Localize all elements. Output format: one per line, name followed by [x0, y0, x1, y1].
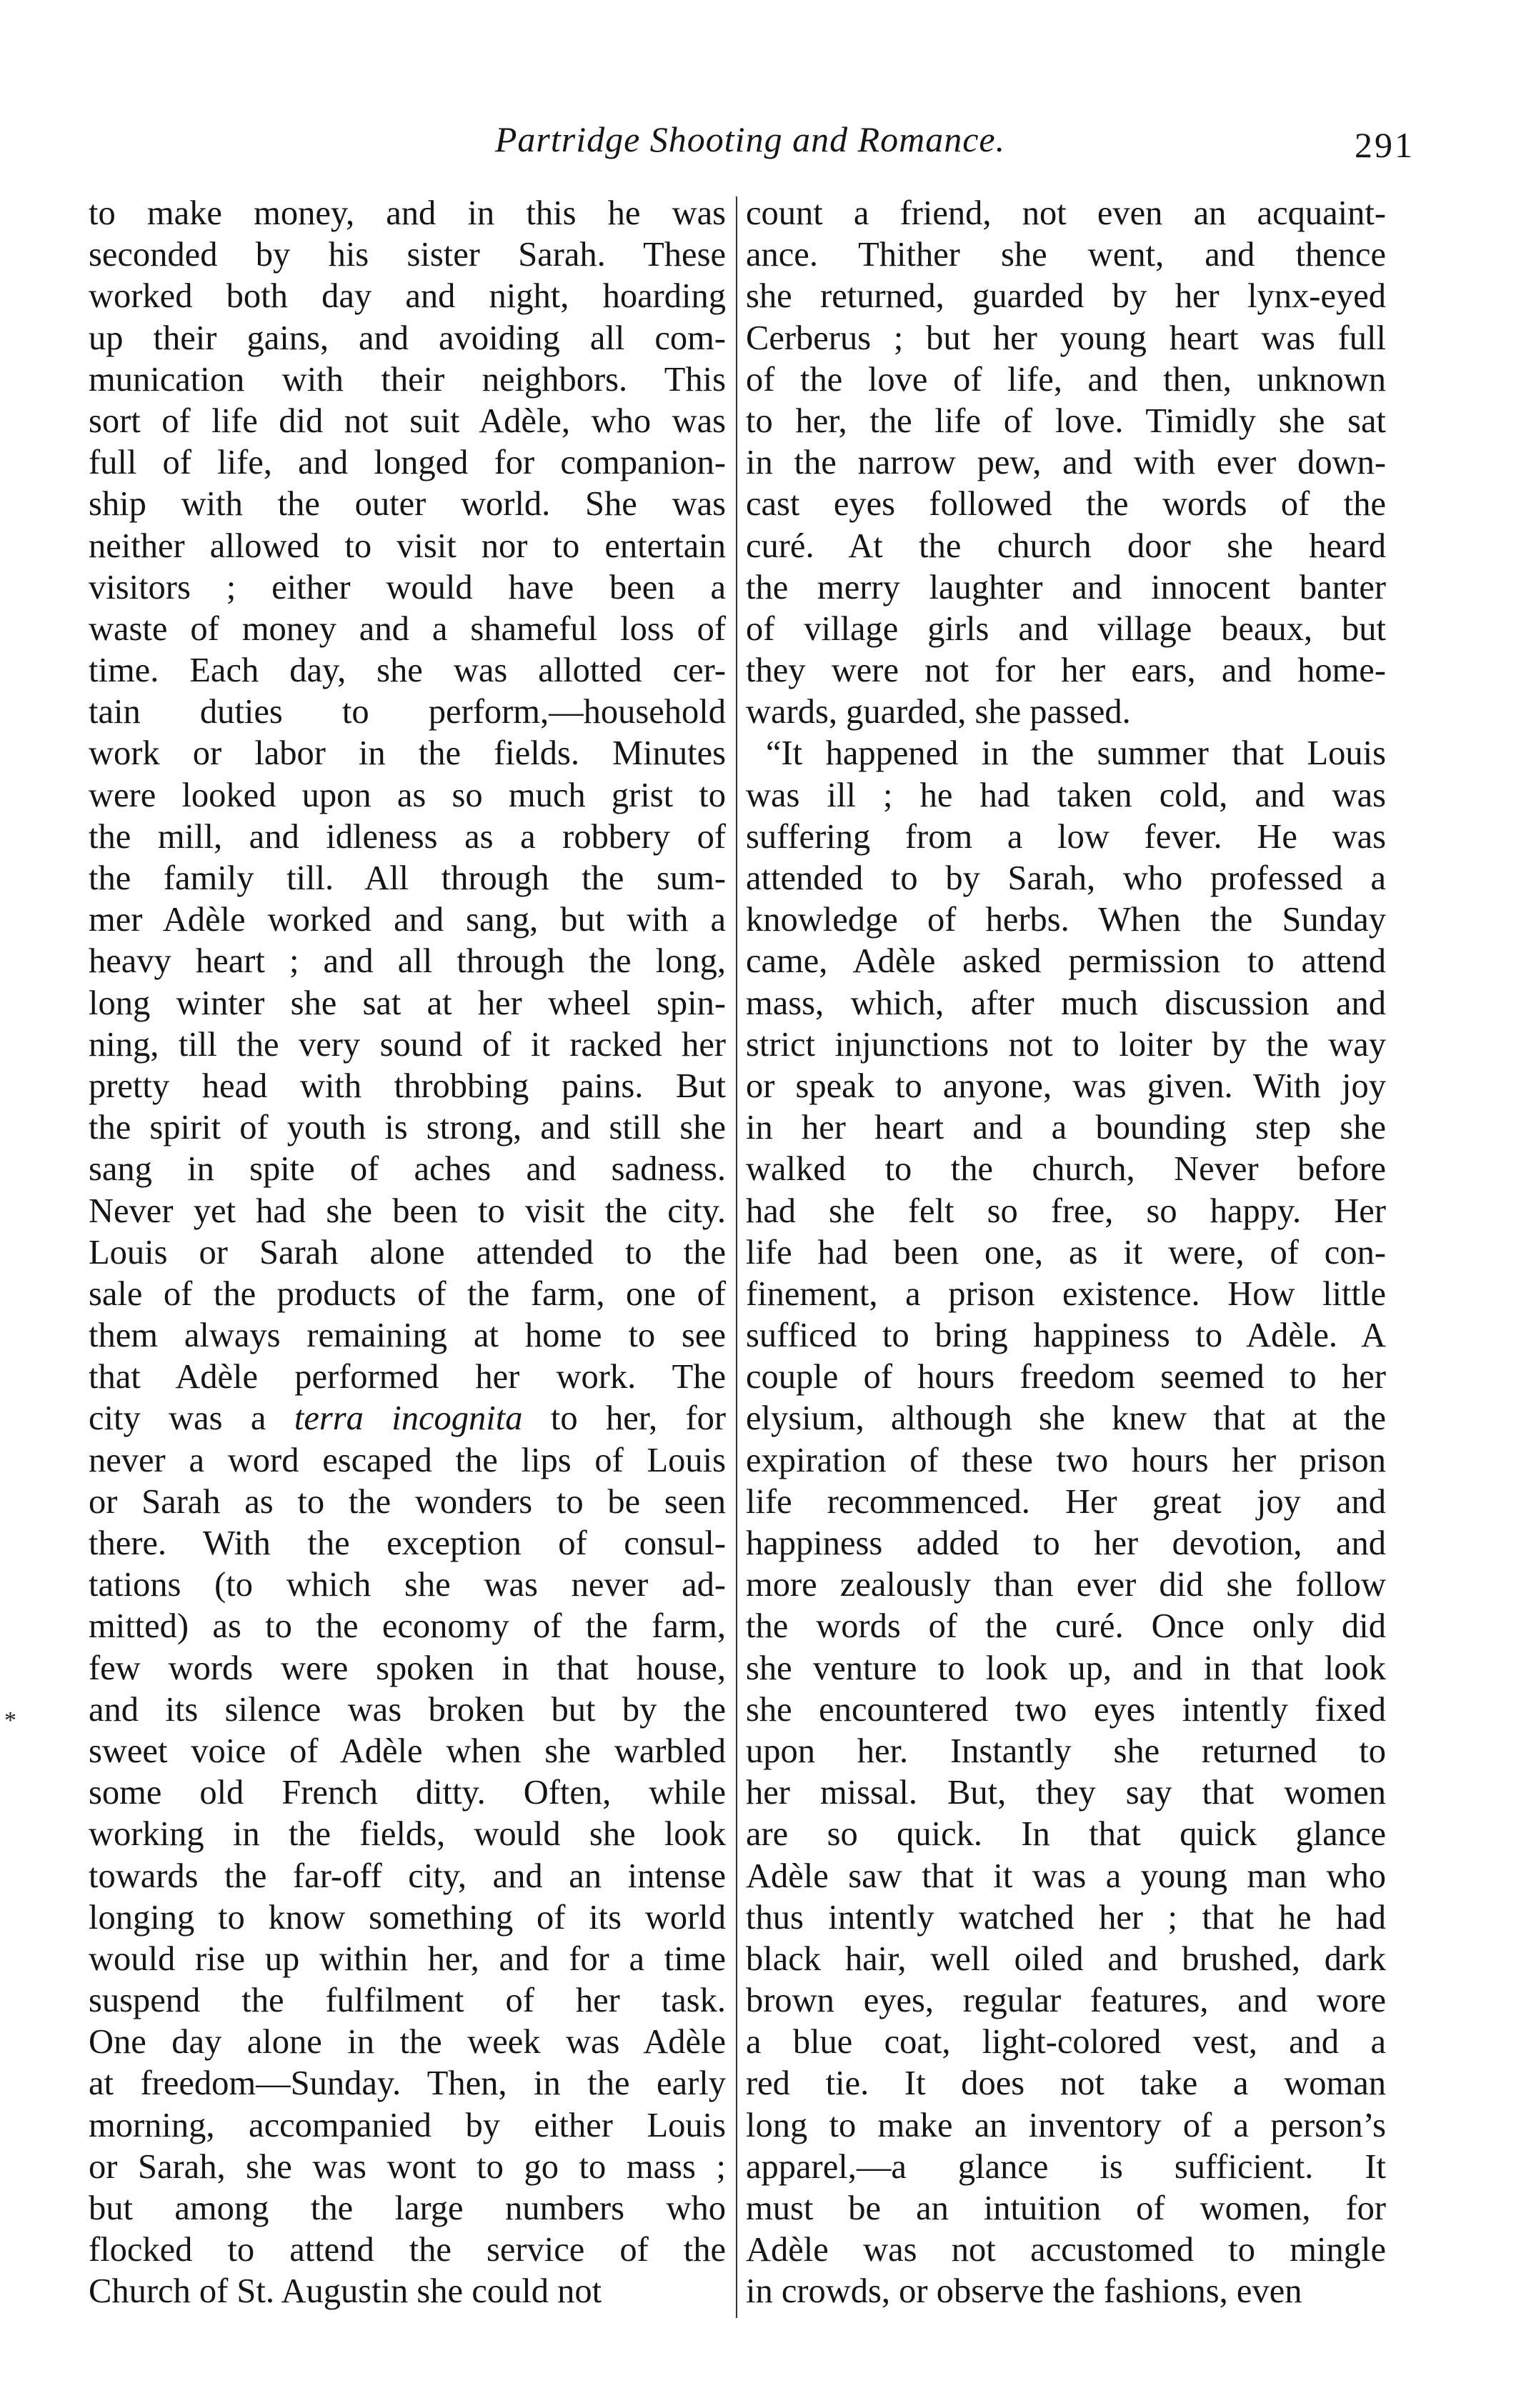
text-line: upon her. Instantly she returned to — [746, 1732, 1386, 1770]
text-line: waste of money and a shameful loss of — [89, 609, 726, 648]
text-line: the spirit of youth is strong, and still she — [89, 1109, 726, 1147]
text-line: the words of the curé. Once only did — [746, 1607, 1386, 1646]
text-line: Church of St. Augustin she could not — [89, 2272, 602, 2311]
text-line: strict injunctions not to loiter by the way — [746, 1025, 1386, 1064]
text-line: to her, the life of love. Timidly she sat — [746, 401, 1386, 440]
running-title: Partridge Shooting and Romance. — [494, 119, 1006, 159]
text-line: mitted) as to the economy of the farm, — [89, 1607, 726, 1646]
text-line: tain duties to perform,—household — [89, 693, 726, 731]
column-divider — [736, 196, 737, 2318]
text-line: to make money, and in this he was — [89, 194, 726, 232]
text-line: a blue coat, light-colored vest, and a — [746, 2023, 1386, 2062]
text-line: of the love of life, and then, unknown — [746, 360, 1386, 399]
text-line: couple of hours freedom seemed to her — [746, 1358, 1386, 1397]
text-line: them always remaining at home to see — [89, 1317, 726, 1355]
text-line: visitors ; either would have been a — [89, 568, 726, 606]
text-line: expiration of these two hours her prison — [746, 1441, 1386, 1479]
text-line: curé. At the church door she heard — [746, 526, 1386, 565]
running-head — [86, 118, 1415, 175]
text-line: neither allowed to visit nor to entertain — [89, 526, 726, 565]
text-line: time. Each day, she was allotted cer- — [89, 651, 726, 690]
text-line: working in the fields, would she look — [89, 1815, 726, 1854]
text-line: elysium, although she knew that at the — [746, 1399, 1386, 1438]
text-line: mer Adèle worked and sang, but with a — [89, 901, 726, 939]
text-line: mass, which, after much discussion and — [746, 984, 1386, 1022]
text-line: black hair, well oiled and brushed, dark — [746, 1939, 1386, 1978]
text-line: in her heart and a bounding step she — [746, 1109, 1386, 1147]
text-line: ance. Thither she went, and thence — [746, 236, 1386, 274]
text-line: brown eyes, regular features, and wore — [746, 1982, 1386, 2020]
text-line: pretty head with throbbing pains. But — [89, 1066, 726, 1105]
text-line: had she felt so free, so happy. Her — [746, 1191, 1386, 1230]
text-line: but among the large numbers who — [89, 2189, 726, 2227]
text-line: they were not for her ears, and home- — [746, 651, 1386, 690]
text-line: long to make an inventory of a person’s — [746, 2106, 1386, 2144]
text-line: attended to by Sarah, who professed a — [746, 859, 1386, 897]
text-line: happiness added to her devotion, and — [746, 1524, 1386, 1562]
text-line: sort of life did not suit Adèle, who was — [89, 401, 726, 440]
text-line: was ill ; he had taken cold, and was — [746, 776, 1386, 814]
text-line: towards the far-off city, and an intense — [89, 1857, 726, 1895]
text-line: sale of the products of the farm, one of — [89, 1274, 726, 1313]
text-line: One day alone in the week was Adèle — [89, 2023, 726, 2062]
text-line: city was a terra incognita to her, for — [89, 1399, 727, 1438]
text-line: were looked upon as so much grist to — [89, 776, 726, 814]
text-line: would rise up within her, and for a time — [89, 1939, 726, 1978]
text-line: “It happened in the summer that Louis — [766, 734, 1386, 773]
text-line: are so quick. In that quick glance — [746, 1815, 1386, 1854]
text-line: sang in spite of aches and sadness. — [89, 1150, 726, 1189]
text-line: of village girls and village beaux, but — [746, 609, 1386, 648]
text-line: red tie. It does not take a woman — [746, 2064, 1386, 2103]
text-line: she encountered two eyes intently fixed — [746, 1690, 1386, 1729]
text-line: Adèle saw that it was a young man who — [746, 1857, 1386, 1895]
text-line: tations (to which she was never ad- — [89, 1566, 726, 1604]
left-column — [89, 193, 726, 2313]
text-line: Never yet had she been to visit the city. — [89, 1191, 726, 1230]
text-line: finement, a prison existence. How little — [746, 1274, 1386, 1313]
text-line: must be an intuition of women, for — [746, 2189, 1386, 2227]
text-line: long winter she sat at her wheel spin- — [89, 984, 726, 1022]
text-line: she returned, guarded by her lynx-eyed — [746, 277, 1386, 316]
text-line: life had been one, as it were, of con- — [746, 1233, 1386, 1272]
text-line: up their gains, and avoiding all com- — [89, 319, 726, 357]
text-line: wards, guarded, she passed. — [746, 693, 1131, 731]
text-line: her missal. But, they say that women — [746, 1774, 1386, 1812]
text-line: knowledge of herbs. When the Sunday — [746, 901, 1386, 939]
text-line: thus intently watched her ; that he had — [746, 1898, 1386, 1937]
text-line: came, Adèle asked permission to attend — [746, 942, 1386, 981]
text-line: count a friend, not even an acquaint- — [746, 194, 1386, 232]
text-line: cast eyes followed the words of the — [746, 485, 1386, 524]
italic-phrase: terra incognita — [294, 1399, 523, 1438]
text-line: Louis or Sarah alone attended to the — [89, 1233, 726, 1272]
text-line: never a word escaped the lips of Louis — [89, 1441, 726, 1479]
text-line: some old French ditty. Often, while — [89, 1774, 726, 1812]
text-line: few words were spoken in that house, — [89, 1649, 726, 1687]
text-line: and its silence was broken but by the — [89, 1690, 726, 1729]
text-line: ship with the outer world. She was — [89, 485, 726, 524]
text-line: walked to the church, Never before — [746, 1150, 1386, 1189]
text-line: in crowds, or observe the fashions, even — [746, 2272, 1302, 2311]
text-line: at freedom—Sunday. Then, in the early — [89, 2064, 726, 2103]
text-line: munication with their neighbors. This — [89, 360, 726, 399]
stray-ink-mark: * — [4, 1707, 16, 1734]
text-line: worked both day and night, hoarding — [89, 277, 726, 316]
text-line: the merry laughter and innocent banter — [746, 568, 1386, 606]
text-line: suffering from a low fever. He was — [746, 817, 1386, 856]
text-line: Cerberus ; but her young heart was full — [746, 319, 1386, 357]
text-line: apparel,—a glance is sufficient. It — [746, 2147, 1386, 2186]
text-line: or speak to anyone, was given. With joy — [746, 1066, 1386, 1105]
text-line: longing to know something of its world — [89, 1898, 726, 1937]
right-column — [746, 193, 1386, 2313]
text-line: sweet voice of Adèle when she warbled — [89, 1732, 726, 1770]
text-line: full of life, and longed for companion- — [89, 444, 726, 482]
text-line: or Sarah as to the wonders to be seen — [89, 1482, 726, 1521]
text-line: seconded by his sister Sarah. These — [89, 236, 726, 274]
text-line: ning, till the very sound of it racked her — [89, 1025, 726, 1064]
text-line: suspend the fulfilment of her task. — [89, 1982, 726, 2020]
text-line: flocked to attend the service of the — [89, 2231, 726, 2269]
page-number: 291 — [1355, 125, 1415, 165]
text-line: sufficed to bring happiness to Adèle. A — [746, 1317, 1386, 1355]
text-line: there. With the exception of consul- — [89, 1524, 726, 1562]
text-line: Adèle was not accustomed to mingle — [746, 2231, 1386, 2269]
text-line: heavy heart ; and all through the long, — [89, 942, 726, 981]
text-line: the mill, and idleness as a robbery of — [89, 817, 726, 856]
text-line: or Sarah, she was wont to go to mass ; — [89, 2147, 726, 2186]
text-line: morning, accompanied by either Louis — [89, 2106, 726, 2144]
text-line: the family till. All through the sum- — [89, 859, 726, 897]
text-line: in the narrow pew, and with ever down- — [746, 444, 1386, 482]
text-line: work or labor in the fields. Minutes — [89, 734, 726, 773]
text-line: more zealously than ever did she follow — [746, 1566, 1386, 1604]
text-line: life recommenced. Her great joy and — [746, 1482, 1386, 1521]
text-line: that Adèle performed her work. The — [89, 1358, 726, 1397]
text-line: she venture to look up, and in that look — [746, 1649, 1386, 1687]
